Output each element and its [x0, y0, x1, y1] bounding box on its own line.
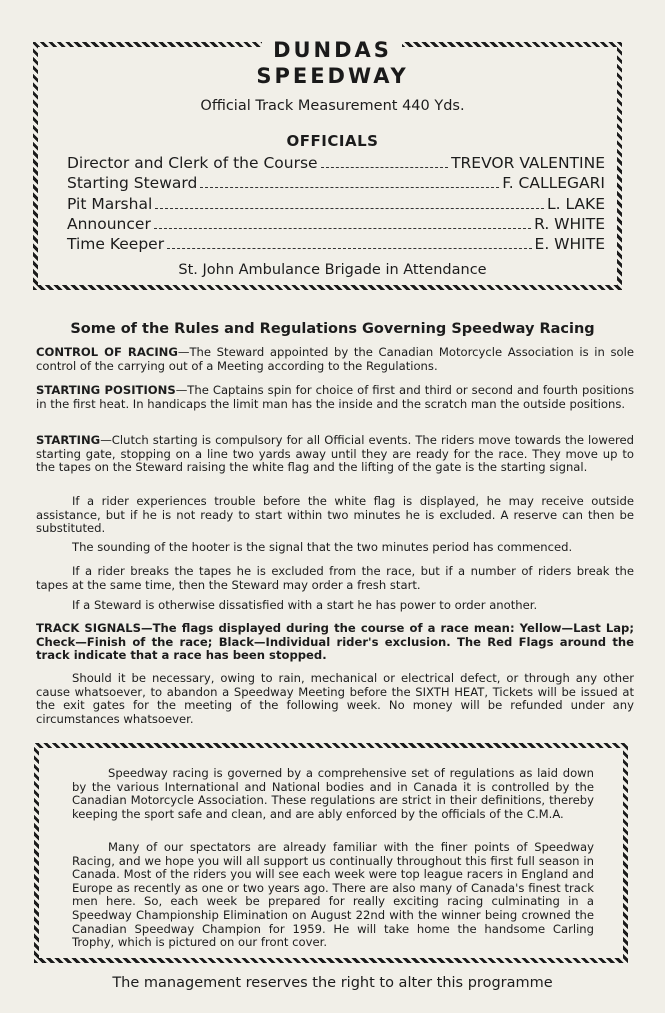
official-name: E. WHITE — [534, 235, 605, 253]
rule-dissatisfied: If a Steward is otherwise dissatisfied with a start he has power to order another. — [72, 598, 538, 612]
official-role: Announcer — [67, 215, 151, 233]
rule-label: STARTING — [36, 433, 101, 447]
official-name: F. CALLEGARI — [502, 174, 605, 192]
official-name: TREVOR VALENTINE — [451, 154, 605, 172]
rule-label: STARTING POSITIONS — [36, 383, 176, 397]
rule-text: —The Steward appointed by the Canadian Motorcycle Association is in sole control of the carrying out of a Meeting according to the Regulations. — [36, 345, 634, 373]
official-name: L. LAKE — [546, 195, 605, 213]
management-footer: The management reserves the right to alter this programme — [112, 975, 553, 991]
notice-paragraph-2: Many of our spectators are already familiar with the finer points of Speedway Racing, and we hope you will all support us continually throughout this first full season in Canada. Most of the riders you will see each week were top league racers in England and Europe as recently as one or two years ago. There are also many of Canada's finest track men here. So, each week be prepared for really exciting racing culminating in a Speedway Championship Elimination on August 22nd with the winner being crowned the Canadian Speedway Champion for 1959. He will take home the handsome Carling Trophy, which is pictured on our front cover. — [72, 840, 594, 950]
page-title-dundas: DUNDAS — [273, 38, 392, 62]
rule-label: TRACK SIGNALS — [36, 621, 141, 635]
rule-label: CONTROL OF RACING — [36, 345, 178, 359]
track-measurement: Official Track Measurement 440 Yds. — [200, 98, 465, 114]
official-name: R. WHITE — [534, 215, 605, 233]
rule-text: —The flags displayed during the course of a race mean: Yellow—Last Lap; Check—Finish of the race; Black—Individual rider's exclusion. The Red Flags around the track indicate that a race has been stopped. — [36, 621, 634, 663]
official-role: Starting Steward — [67, 174, 198, 192]
leader-dots — [200, 175, 499, 188]
official-row — [67, 235, 605, 255]
rule-abandon: Should it be necessary, owing to rain, mechanical or electrical defect, or through any other cause whatsoever, to abandon a Speedway Meeting before the SIXTH HEAT, Tickets will be issued at the exit gates for the meeting of the following week. No money will be refunded under any circumstances whatsoever. — [36, 671, 634, 726]
rules-heading: Some of the Rules and Regulations Governing Speedway Racing — [70, 321, 595, 337]
rule-starting — [36, 434, 634, 475]
rule-tapes: If a rider breaks the tapes he is excluded from the race, but if a number of riders break the tapes at the same time, then the Steward may order a fresh start. — [36, 564, 634, 592]
official-role: Pit Marshal — [67, 195, 153, 213]
official-row — [67, 174, 605, 194]
official-row — [67, 195, 605, 215]
officials-heading: OFFICIALS — [286, 132, 379, 150]
rule-control-of-racing — [36, 346, 634, 373]
rule-track-signals — [36, 622, 634, 663]
notice-paragraph-1: Speedway racing is governed by a comprehensive set of regulations as laid down by the various International and National bodies and in Canada it is controlled by the Canadian Motorcycle Association. These regulations are strict in their definitions, thereby keeping the sport safe and clean, and are ably enforced by the officials of the C.M.A. — [72, 766, 594, 821]
leader-dots — [154, 216, 531, 229]
ambulance-note: St. John Ambulance Brigade in Attendance — [178, 262, 487, 278]
rule-text: —Clutch starting is compulsory for all Official events. The riders move towards the lowered starting gate, stopping on a line two yards away until they are ready for the race. They move up to the tapes on the Steward raising the white flag and the lifting of the gate is the starting signal. — [36, 433, 634, 475]
official-role: Time Keeper — [67, 235, 165, 253]
official-row — [67, 215, 605, 235]
official-row — [67, 154, 605, 174]
rule-hooter: The sounding of the hooter is the signal that the two minutes period has commenced. — [72, 540, 573, 554]
official-role: Director and Clerk of the Course — [67, 154, 318, 172]
page-title-speedway: SPEEDWAY — [256, 64, 409, 88]
rule-starting-positions — [36, 384, 634, 411]
leader-dots — [167, 236, 531, 249]
rule-trouble: If a rider experiences trouble before the white flag is displayed, he may receive outside assistance, but if he is not ready to start within two minutes he is excluded. A reserve can then be substituted. — [36, 494, 634, 536]
leader-dots — [321, 155, 448, 168]
rule-text: —The Captains spin for choice of first and third or second and fourth positions in the first heat. In handicaps the limit man has the inside and the scratch man the outside positions. — [36, 383, 634, 411]
leader-dots — [155, 196, 544, 209]
